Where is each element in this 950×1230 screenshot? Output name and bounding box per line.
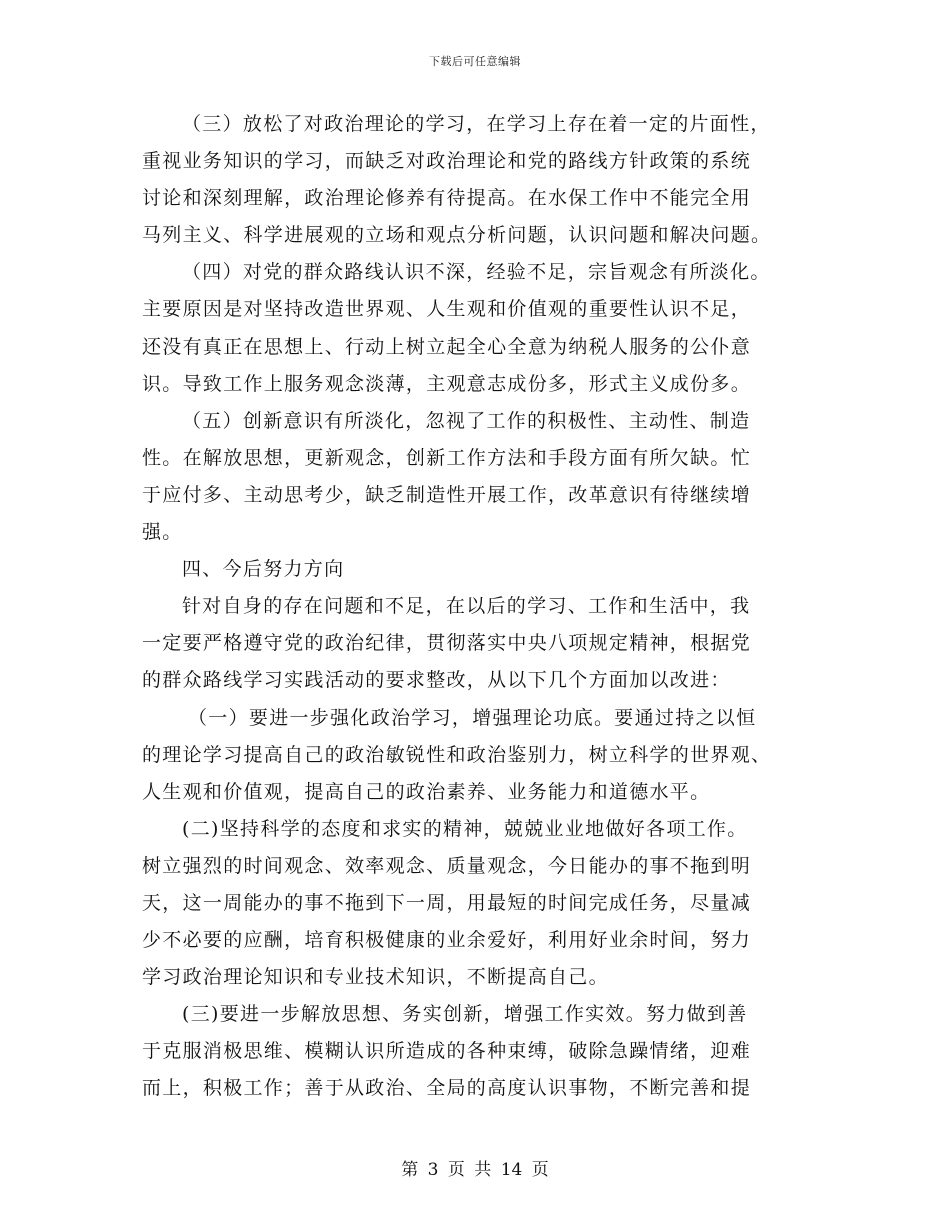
text-line: 主要原因是对坚持改造世界观、人生观和价值观的重要性认识不足， — [142, 298, 752, 321]
text-line: 少不必要的应酬，培育积极健康的业余爱好，利用好业余时间，努力 — [142, 929, 752, 952]
text-line: （一）要进一步强化政治学习，增强理论功底。要通过持之以恒 — [188, 706, 757, 729]
text-line: 强。 — [142, 521, 183, 544]
text-line: （五）创新意识有所淡化，忽视了工作的积极性、主动性、制造 — [182, 409, 751, 432]
text-line: 性。在解放思想，更新观念，创新工作方法和手段方面有所欠缺。忙 — [142, 446, 752, 469]
text-line: 于克服消极思维、模糊认识所造成的各种束缚，破除急躁情绪，迎难 — [142, 1040, 752, 1063]
page-number-footer: 第 3 页 共 14 页 — [401, 1160, 549, 1180]
text-line: (二)坚持科学的态度和求实的精神，兢兢业业地做好各项工作。 — [182, 817, 748, 840]
text-line: 的理论学习提高自己的政治敏锐性和政治鉴别力，树立科学的世界观、 — [142, 743, 772, 766]
text-line: 一定要严格遵守党的政治纪律，贯彻落实中央八项规定精神，根据党 — [142, 632, 752, 655]
text-line: 针对自身的存在问题和不足，在以后的学习、工作和生活中，我 — [182, 595, 751, 618]
text-line: （三）放松了对政治理论的学习，在学习上存在着一定的片面性， — [182, 113, 771, 135]
text-line: 树立强烈的时间观念、效率观念、质量观念，今日能办的事不拖到明 — [142, 854, 752, 877]
text-line: (三)要进一步解放思想、务实创新，增强工作实效。努力做到善 — [182, 1003, 748, 1026]
text-line: 马列主义、科学进展观的立场和观点分析问题，认识问题和解决问题。 — [142, 224, 772, 247]
text-line: 的群众路线学习实践活动的要求整改，从以下几个方面加以改进： — [142, 669, 731, 692]
section-heading: 四、今后努力方向 — [182, 558, 345, 581]
text-line: 学习政治理论知识和专业技术知识，不断提高自己。 — [142, 966, 609, 989]
text-line: 讨论和深刻理解，政治理论修养有待提高。在水保工作中不能完全用 — [142, 187, 752, 210]
text-line: 重视业务知识的学习，而缺乏对政治理论和党的路线方针政策的系统 — [142, 150, 752, 173]
text-line: 还没有真正在思想上、行动上树立起全心全意为纳税人服务的公仆意 — [142, 335, 752, 358]
text-line: （四）对党的群众路线认识不深，经验不足，宗旨观念有所淡化。 — [182, 261, 771, 284]
text-line: 识。导致工作上服务观念淡薄，主观意志成份多，形式主义成份多。 — [142, 372, 752, 395]
text-line: 而上，积极工作；善于从政治、全局的高度认识事物，不断完善和提 — [142, 1077, 752, 1100]
page-header: 下载后可任意编辑 — [429, 55, 521, 68]
text-line: 于应付多、主动思考少，缺乏制造性开展工作，改革意识有待继续增 — [142, 483, 752, 506]
text-line: 人生观和价值观，提高自己的政治素养、业务能力和道德水平。 — [142, 780, 711, 803]
text-line: 天，这一周能办的事不拖到下一周，用最短的时间完成任务，尽量减 — [142, 891, 752, 914]
document-body — [142, 106, 812, 1108]
